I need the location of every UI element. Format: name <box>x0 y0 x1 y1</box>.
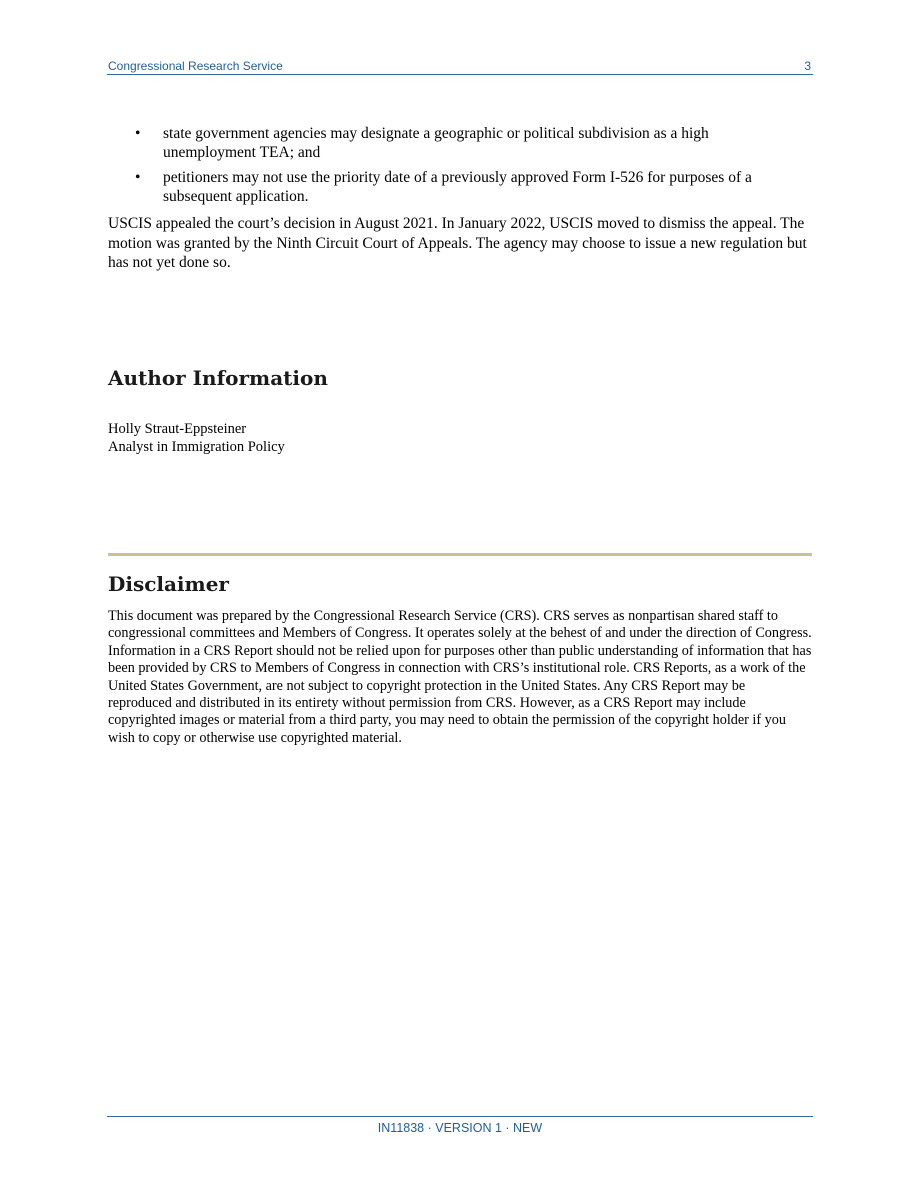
body-paragraph: USCIS appealed the court’s decision in August 2021. In January 2022, USCIS moved to dismiss the appeal. The motion was granted by the Ninth Circuit Court of Appeals. The agency may choose to issue a new regulation but has not yet done so. <box>108 215 807 271</box>
page-footer <box>107 1116 813 1135</box>
section-divider <box>108 553 812 556</box>
author-heading: Author Information <box>108 366 328 390</box>
bullet-text: petitioners may not use the priority date of a previously approved Form I-526 for purposes of a subsequent application. <box>163 169 752 205</box>
page-number: 3 <box>804 59 811 73</box>
footer-text: IN11838 · VERSION 1 · NEW <box>377 1121 543 1135</box>
page-header <box>107 58 813 75</box>
author-name: Holly Straut-Eppsteiner <box>108 421 247 437</box>
bullet-item <box>108 124 763 162</box>
author-title: Analyst in Immigration Policy <box>108 439 285 455</box>
bullet-icon: • <box>135 125 141 142</box>
header-title: Congressional Research Service <box>108 59 283 73</box>
bullet-list <box>108 124 808 212</box>
bullet-item <box>108 168 763 206</box>
bullet-text: state government agencies may designate a geographic or political subdivision as a high unemployment TEA; and <box>163 125 709 161</box>
author-block <box>108 420 285 456</box>
disclaimer-heading: Disclaimer <box>108 572 229 596</box>
disclaimer-text: This document was prepared by the Congressional Research Service (CRS). CRS serves as nonpartisan shared staff to congressional committees and Members of Congress. It operates solely at the behest of and under the direction of Congress. Information in a CRS Report should not be relied upon for purposes other than public understanding of information that has been provided by CRS to Members of Congress in connection with CRS’s institutional role. CRS Reports, as a work of the United States Government, are not subject to copyright protection in the United States. Any CRS Report may be reproduced and distributed in its entirety without permission from CRS. However, as a CRS Report may include copyrighted images or material from a third party, you may need to obtain the permission of the copyright holder if you wish to copy or otherwise use copyrighted material. <box>108 608 812 746</box>
bullet-icon: • <box>135 169 141 186</box>
